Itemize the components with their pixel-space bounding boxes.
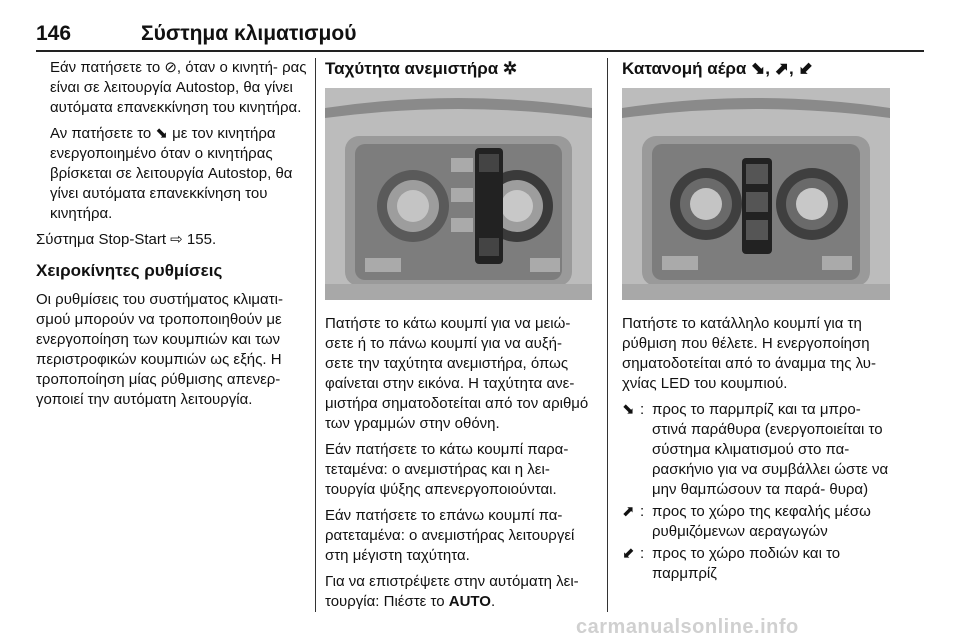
definition-item [622,502,890,542]
column-left [36,58,308,416]
column-divider [315,58,316,612]
section-heading: Χειροκίνητες ρυθμίσεις [36,261,223,280]
definition-separator: : [640,545,645,562]
text-run: Για να επιστρέψετε στην αυτόματη λει- τουργία: Πιέστε το [325,573,579,610]
paragraph: Εάν πατήσετε το ⊘, όταν ο κινητή- ρας είναι σε λειτουργία Autostop, θα γίνει αυτόματα επανεκκίνηση του κινητήρα. [50,59,307,116]
text-run: . [490,593,496,610]
definition-separator: : [640,401,645,418]
paragraph: Εάν πατήσετε το κάτω κουμπί παρα- τεταμένα: ο ανεμιστήρας και η λει- τουργία ψύξης απενεργοποιούνται. [325,441,569,498]
air-windscreen-icon: ⬊ [622,401,635,418]
climate-panel-photo [622,88,890,300]
air-foot-icon: ⬋ [622,545,635,562]
page-number: 146 [36,22,72,45]
air-head-icon: ⬈ [622,503,635,520]
header-rule [36,50,924,52]
climate-panel-photo [325,88,592,300]
climate-panel-illustration [622,88,890,300]
page-title: Σύστημα κλιματισμού [141,22,357,45]
watermark: carmanualsonline.info [576,616,799,638]
section-heading: Κατανομή αέρα ⬊, ⬈, ⬋ [622,59,813,78]
section-heading: Ταχύτητα ανεμιστήρα ✲ [325,59,518,78]
paragraph: Αν πατήσετε το ⬊ με τον κινητήρα ενεργοποιημένο όταν ο κινητήρας βρίσκεται σε λειτουργία Autostop, θα γίνει αυτόματα επανεκκίνηση του κινητήρα. [50,125,293,222]
page-header [36,22,924,50]
definition-text: προς το χώρο ποδιών και το παρμπρίζ [652,545,841,582]
paragraph: Πατήστε το κάτω κουμπί για να μειώ- σετε ή το πάνω κουμπί για να αυξή- σετε την ταχύτητα ανεμιστήρα, όπως φαίνεται στην εικόνα. Η ταχύτητα ανε- μιστήρα σηματοδοτείται από τον αριθμό των γραμμών στην οθόνη. [325,315,589,432]
column-right [622,58,890,586]
column-middle [325,58,592,618]
paragraph: Εάν πατήσετε το επάνω κουμπί πα- ρατεταμένα: ο ανεμιστήρας λειτουργεί στη μέγιστη ταχύτητα. [325,507,575,564]
paragraph: Οι ρυθμίσεις του συστήματος κλιματι- σμού μπορούν να τροποποιηθούν με ενεργοποίηση των κουμπιών και των περιστροφικών κουμπιών ως εξής. Η τροποποίηση μίας ρύθμισης απενερ- γοποιεί την αυτόματη λειτουργία. [36,291,283,408]
cross-reference: Σύστημα Stop-Start ⇨ 155. [36,231,217,248]
auto-label: AUTO [448,593,491,610]
paragraph: Πατήστε το κατάλληλο κουμπί για τη ρύθμιση που θέλετε. Η ενεργοποίηση σηματοδοτείται από το άναμμα της λυ- χνίας LED του κουμπιού. [622,315,877,392]
definition-text: προς το παρμπρίζ και τα μπρο- στινά παράθυρα (ενεργοποιείται το σύστημα κλιματισμού στο πα- ρασκήνιο για να συμβάλλει ώστε να μην θαμπώσουν τα παρά- θυρα) [652,401,889,498]
column-divider [607,58,608,612]
paragraph [325,572,592,612]
definition-text: προς το χώρο της κεφαλής μέσω ρυθμιζόμενων αεραγωγών [652,503,871,540]
definition-item [622,544,890,584]
climate-panel-illustration [325,88,592,300]
definition-separator: : [640,503,645,520]
definition-item [622,400,890,500]
